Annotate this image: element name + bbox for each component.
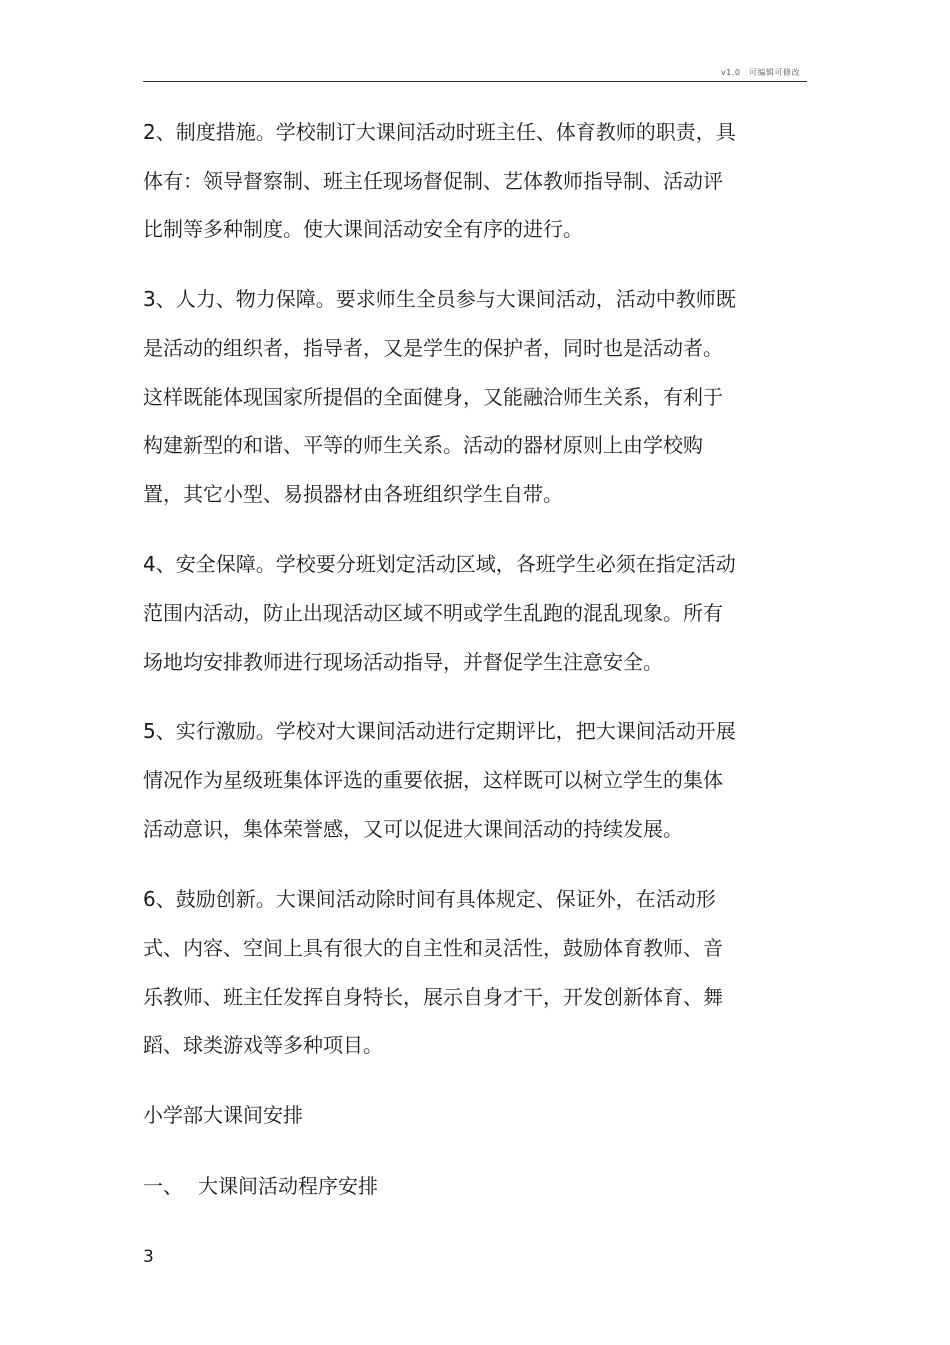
page-number: 3	[143, 1247, 154, 1267]
paragraph-6-line-2: 式、内容、空间上具有很大的自主性和灵活性，鼓励体育教师、音	[143, 936, 723, 960]
paragraph-3-line-4: 构建新型的和谐、平等的师生关系。活动的器材原则上由学校购	[143, 433, 703, 457]
header-divider	[143, 81, 807, 82]
paragraph-5-line-2: 情况作为星级班集体评选的重要依据，这样既可以树立学生的集体	[143, 768, 723, 792]
paragraph-6-line-1: 6、鼓励创新。大课间活动除时间有具体规定、保证外，在活动形	[143, 887, 716, 911]
header-version-note: v1.0 可编辑可修改	[721, 68, 800, 77]
subsection-title: 大课间活动程序安排	[198, 1174, 378, 1198]
paragraph-3-line-1: 3、人力、物力保障。要求师生全员参与大课间活动，活动中教师既	[143, 287, 736, 311]
paragraph-4-line-1: 4、安全保障。学校要分班划定活动区域，各班学生必须在指定活动	[143, 552, 736, 576]
paragraph-2-line-1: 2、制度措施。学校制订大课间活动时班主任、体育教师的职责，具	[143, 120, 736, 144]
subsection-number: 一、	[143, 1174, 183, 1198]
paragraph-4-line-2: 范围内活动，防止出现活动区域不明或学生乱跑的混乱现象。所有	[143, 601, 723, 625]
paragraph-5-line-3: 活动意识，集体荣誉感，又可以促进大课间活动的持续发展。	[143, 817, 683, 841]
paragraph-6-line-3: 乐教师、班主任发挥自身特长，展示自身才干，开发创新体育、舞	[143, 985, 723, 1009]
paragraph-4-line-3: 场地均安排教师进行现场活动指导，并督促学生注意安全。	[143, 650, 663, 674]
paragraph-3-line-3: 这样既能体现国家所提倡的全面健身，又能融洽师生关系，有利于	[143, 385, 723, 409]
paragraph-6-line-4: 蹈、球类游戏等多种项目。	[143, 1033, 383, 1057]
paragraph-3-line-5: 置，其它小型、易损器材由各班组织学生自带。	[143, 482, 563, 506]
section-title: 小学部大课间安排	[143, 1103, 303, 1127]
paragraph-3-line-2: 是活动的组织者，指导者，又是学生的保护者，同时也是活动者。	[143, 336, 723, 360]
paragraph-2-line-2: 体有：领导督察制、班主任现场督促制、艺体教师指导制、活动评	[143, 169, 723, 193]
paragraph-2-line-3: 比制等多种制度。使大课间活动安全有序的进行。	[143, 217, 583, 241]
paragraph-5-line-1: 5、实行激励。学校对大课间活动进行定期评比，把大课间活动开展	[143, 719, 736, 743]
